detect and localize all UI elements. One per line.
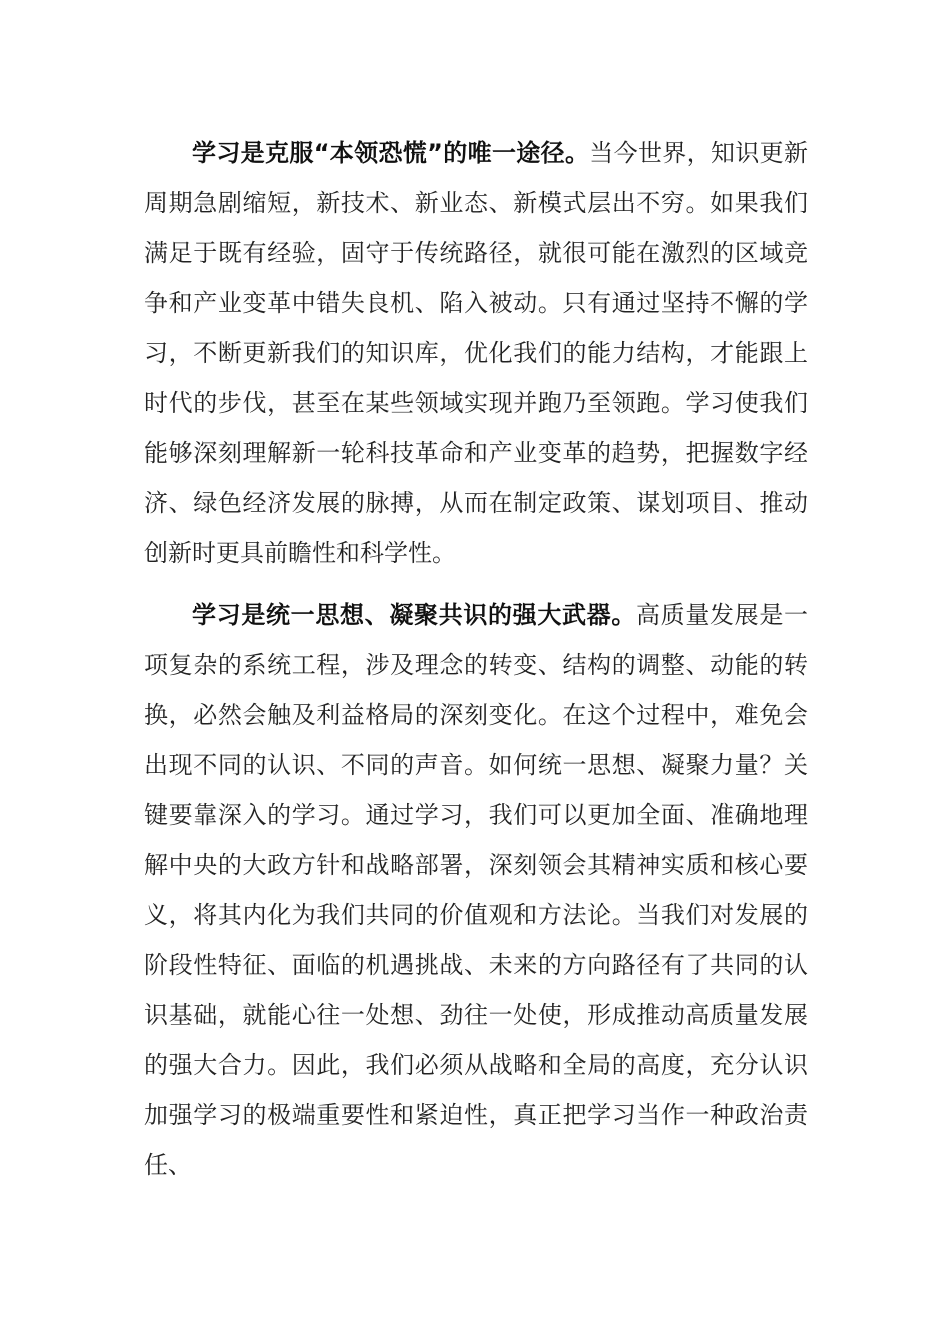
paragraph-2-body: 高质量发展是一项复杂的系统工程，涉及理念的转变、结构的调整、动能的转换，必然会触及利益格局的深刻变化。在这个过程中，难免会出现不同的认识、不同的声音。如何统一思想、凝聚力量？关键要靠深入的学习。通过学习，我们可以更加全面、准确地理解中央的大政方针和战略部署，深刻领会其精神实质和核心要义，将其内化为我们共同的价值观和方法论。当我们对发展的阶段性特征、面临的机遇挑战、未来的方向路径有了共同的认识基础，就能心往一处想、劲往一处使，形成推动高质量发展的强大合力。因此，我们必须从战略和全局的高度，充分认识加强学习的极端重要性和紧迫性，真正把学习当作一种政治责任、 [144, 601, 808, 1179]
document-body [144, 128, 808, 1202]
paragraph-2 [144, 590, 808, 1190]
paragraph-1-body: 当今世界，知识更新周期急剧缩短，新技术、新业态、新模式层出不穷。如果我们满足于既有经验，固守于传统路径，就很可能在激烈的区域竞争和产业变革中错失良机、陷入被动。只有通过坚持不懈的学习，不断更新我们的知识库，优化我们的能力结构，才能跟上时代的步伐，甚至在某些领域实现并跑乃至领跑。学习使我们能够深刻理解新一轮科技革命和产业变革的趋势，把握数字经济、绿色经济发展的脉搏，从而在制定政策、谋划项目、推动创新时更具前瞻性和科学性。 [144, 139, 809, 567]
paragraph-2-lead: 学习是统一思想、凝聚共识的强大武器。 [192, 601, 636, 629]
paragraph-1-lead: 学习是克服“本领恐慌”的唯一途径。 [192, 139, 590, 167]
paragraph-1 [144, 128, 808, 578]
